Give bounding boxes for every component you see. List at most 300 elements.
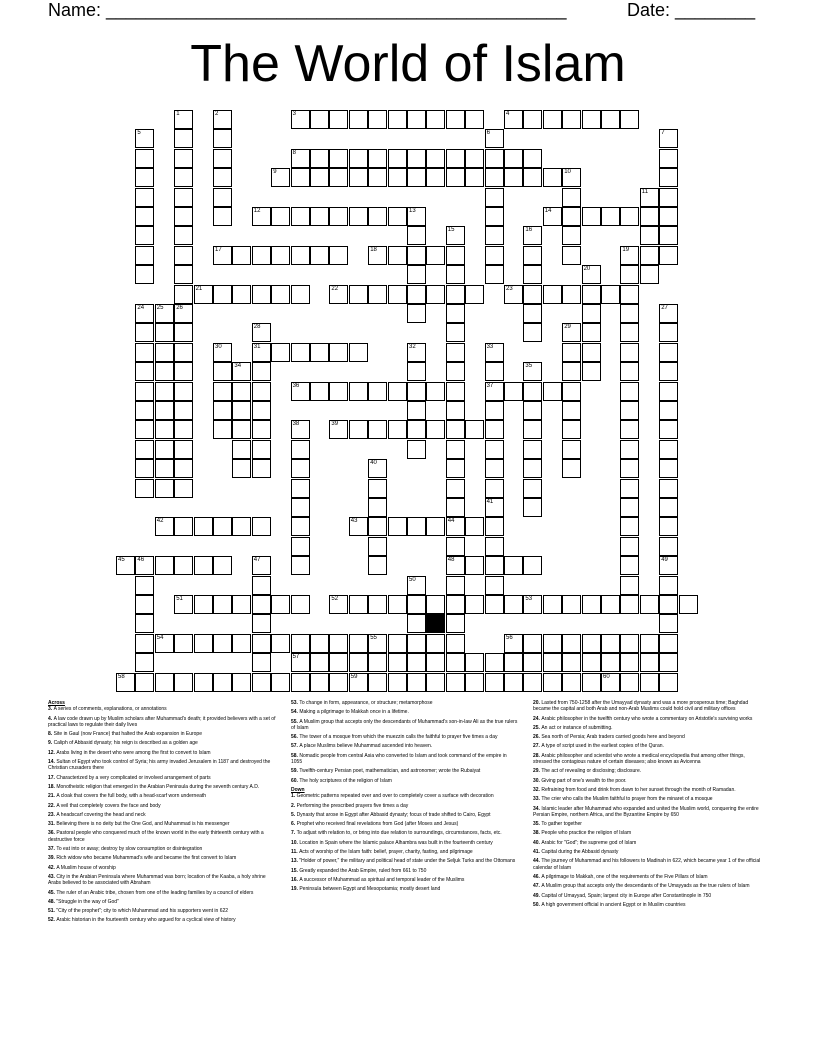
crossword-cell[interactable] [388,673,407,692]
crossword-cell[interactable] [291,498,310,517]
crossword-cell[interactable] [446,576,465,595]
crossword-cell[interactable] [368,149,387,168]
crossword-cell[interactable] [310,653,329,672]
crossword-cell[interactable] [485,207,504,226]
crossword-cell[interactable] [291,440,310,459]
crossword-cell[interactable] [368,653,387,672]
crossword-cell[interactable] [485,653,504,672]
crossword-cell[interactable] [485,401,504,420]
crossword-cell[interactable] [271,673,290,692]
crossword-cell[interactable] [174,556,193,575]
crossword-cell[interactable] [232,459,251,478]
crossword-cell[interactable] [291,246,310,265]
crossword-cell[interactable] [135,129,154,148]
crossword-cell[interactable] [407,614,426,633]
crossword-cell[interactable] [543,110,562,129]
crossword-cell[interactable] [620,479,639,498]
crossword-cell[interactable] [485,556,504,575]
crossword-cell[interactable] [174,440,193,459]
crossword-cell[interactable] [562,323,581,342]
crossword-cell[interactable] [523,634,542,653]
crossword-cell[interactable] [349,110,368,129]
crossword-cell[interactable] [135,265,154,284]
crossword-cell[interactable] [426,382,445,401]
crossword-cell[interactable] [504,149,523,168]
crossword-cell[interactable] [523,459,542,478]
crossword-cell[interactable] [465,653,484,672]
crossword-cell[interactable] [523,226,542,245]
crossword-cell[interactable] [659,517,678,536]
crossword-cell[interactable] [349,149,368,168]
crossword-cell[interactable] [504,168,523,187]
crossword-cell[interactable] [174,323,193,342]
crossword-cell[interactable] [407,673,426,692]
crossword-cell[interactable] [659,304,678,323]
crossword-cell[interactable] [582,110,601,129]
crossword-cell[interactable] [368,207,387,226]
crossword-cell[interactable] [252,517,271,536]
crossword-cell[interactable] [465,168,484,187]
crossword-cell[interactable] [252,323,271,342]
crossword-cell[interactable] [349,517,368,536]
crossword-cell[interactable] [601,595,620,614]
crossword-cell[interactable] [582,634,601,653]
crossword-cell[interactable] [446,343,465,362]
crossword-cell[interactable] [213,634,232,653]
crossword-cell[interactable] [135,420,154,439]
crossword-cell[interactable] [485,537,504,556]
crossword-cell[interactable] [465,149,484,168]
crossword-cell[interactable] [543,653,562,672]
crossword-cell[interactable] [659,382,678,401]
crossword-cell[interactable] [174,149,193,168]
crossword-cell[interactable] [310,673,329,692]
crossword-cell[interactable] [252,459,271,478]
crossword-cell[interactable] [426,246,445,265]
crossword-cell[interactable] [116,673,135,692]
crossword-cell[interactable] [620,401,639,420]
crossword-cell[interactable] [271,207,290,226]
crossword-cell[interactable] [523,673,542,692]
crossword-cell[interactable] [135,149,154,168]
crossword-cell[interactable] [504,110,523,129]
crossword-cell[interactable] [446,498,465,517]
crossword-cell[interactable] [562,634,581,653]
crossword-cell[interactable] [271,595,290,614]
crossword-cell[interactable] [174,168,193,187]
crossword-cell[interactable] [310,382,329,401]
crossword-cell[interactable] [504,382,523,401]
crossword-cell[interactable] [407,226,426,245]
crossword-cell[interactable] [407,634,426,653]
crossword-cell[interactable] [659,401,678,420]
crossword-cell[interactable] [213,556,232,575]
crossword-cell[interactable] [446,401,465,420]
crossword-cell[interactable] [194,285,213,304]
crossword-cell[interactable] [446,382,465,401]
crossword-cell[interactable] [620,634,639,653]
crossword-cell[interactable] [504,634,523,653]
crossword-cell[interactable] [155,323,174,342]
crossword-cell[interactable] [252,343,271,362]
crossword-cell[interactable] [252,285,271,304]
crossword-cell[interactable] [252,576,271,595]
crossword-cell[interactable] [446,149,465,168]
crossword-cell[interactable] [329,110,348,129]
crossword-cell[interactable] [562,343,581,362]
crossword-cell[interactable] [174,479,193,498]
crossword-cell[interactable] [135,188,154,207]
crossword-cell[interactable] [174,401,193,420]
crossword-cell[interactable] [174,207,193,226]
crossword-cell[interactable] [620,110,639,129]
crossword-cell[interactable] [388,634,407,653]
crossword-cell[interactable] [426,517,445,536]
crossword-cell[interactable] [640,246,659,265]
crossword-cell[interactable] [407,304,426,323]
crossword-cell[interactable] [679,595,698,614]
crossword-cell[interactable] [562,420,581,439]
crossword-cell[interactable] [349,285,368,304]
crossword-cell[interactable] [349,673,368,692]
crossword-cell[interactable] [504,673,523,692]
crossword-cell[interactable] [174,517,193,536]
crossword-cell[interactable] [174,246,193,265]
crossword-cell[interactable] [213,149,232,168]
crossword-cell[interactable] [368,634,387,653]
crossword-cell[interactable] [232,673,251,692]
crossword-cell[interactable] [155,362,174,381]
crossword-cell[interactable] [252,420,271,439]
crossword-cell[interactable] [523,440,542,459]
crossword-cell[interactable] [659,440,678,459]
crossword-cell[interactable] [155,517,174,536]
crossword-cell[interactable] [155,479,174,498]
crossword-cell[interactable] [543,595,562,614]
crossword-cell[interactable] [523,246,542,265]
crossword-cell[interactable] [155,634,174,653]
crossword-cell[interactable] [426,595,445,614]
crossword-cell[interactable] [659,479,678,498]
crossword-cell[interactable] [174,362,193,381]
crossword-cell[interactable] [232,401,251,420]
crossword-cell[interactable] [485,246,504,265]
crossword-cell[interactable] [485,595,504,614]
crossword-cell[interactable] [291,168,310,187]
crossword-cell[interactable] [640,265,659,284]
crossword-cell[interactable] [368,168,387,187]
crossword-cell[interactable] [388,168,407,187]
crossword-cell[interactable] [446,246,465,265]
crossword-cell[interactable] [523,149,542,168]
crossword-cell[interactable] [155,382,174,401]
crossword-cell[interactable] [523,285,542,304]
crossword-cell[interactable] [620,323,639,342]
crossword-cell[interactable] [659,226,678,245]
crossword-cell[interactable] [485,343,504,362]
crossword-cell[interactable] [271,246,290,265]
crossword-cell[interactable] [659,188,678,207]
crossword-cell[interactable] [523,653,542,672]
crossword-cell[interactable] [426,653,445,672]
crossword-cell[interactable] [329,653,348,672]
crossword-cell[interactable] [368,673,387,692]
crossword-cell[interactable] [620,382,639,401]
crossword-cell[interactable] [659,459,678,478]
crossword-cell[interactable] [485,420,504,439]
crossword-cell[interactable] [232,440,251,459]
crossword-cell[interactable] [271,285,290,304]
crossword-cell[interactable] [291,556,310,575]
crossword-cell[interactable] [446,226,465,245]
crossword-cell[interactable] [174,382,193,401]
crossword-cell[interactable] [446,323,465,342]
crossword-cell[interactable] [407,149,426,168]
crossword-cell[interactable] [620,304,639,323]
crossword-cell[interactable] [485,149,504,168]
crossword-cell[interactable] [620,673,639,692]
crossword-cell[interactable] [174,459,193,478]
crossword-cell[interactable] [620,246,639,265]
crossword-cell[interactable] [446,459,465,478]
crossword-cell[interactable] [252,595,271,614]
crossword-cell[interactable] [194,673,213,692]
crossword-cell[interactable] [446,110,465,129]
crossword-cell[interactable] [562,362,581,381]
crossword-cell[interactable] [446,479,465,498]
crossword-cell[interactable] [349,653,368,672]
crossword-cell[interactable] [252,246,271,265]
crossword-cell[interactable] [329,634,348,653]
crossword-cell[interactable] [485,168,504,187]
crossword-cell[interactable] [135,614,154,633]
crossword-cell[interactable] [232,246,251,265]
crossword-cell[interactable] [543,382,562,401]
crossword-cell[interactable] [426,285,445,304]
crossword-cell[interactable] [194,595,213,614]
crossword-cell[interactable] [620,556,639,575]
crossword-cell[interactable] [582,285,601,304]
crossword-cell[interactable] [620,362,639,381]
crossword-cell[interactable] [349,634,368,653]
crossword-cell[interactable] [174,129,193,148]
crossword-cell[interactable] [291,673,310,692]
crossword-cell[interactable] [485,265,504,284]
crossword-cell[interactable] [562,595,581,614]
crossword-cell[interactable] [310,110,329,129]
crossword-cell[interactable] [329,246,348,265]
crossword-cell[interactable] [620,653,639,672]
crossword-cell[interactable] [232,285,251,304]
crossword-cell[interactable] [407,343,426,362]
crossword-cell[interactable] [659,149,678,168]
crossword-cell[interactable] [252,653,271,672]
crossword-cell[interactable] [291,517,310,536]
crossword-cell[interactable] [446,595,465,614]
crossword-cell[interactable] [135,168,154,187]
crossword-cell[interactable] [601,653,620,672]
crossword-cell[interactable] [446,265,465,284]
crossword-cell[interactable] [213,673,232,692]
crossword-cell[interactable] [446,614,465,633]
crossword-cell[interactable] [388,517,407,536]
crossword-cell[interactable] [465,595,484,614]
crossword-cell[interactable] [252,440,271,459]
crossword-cell[interactable] [426,634,445,653]
crossword-cell[interactable] [135,207,154,226]
crossword-cell[interactable] [659,595,678,614]
crossword-cell[interactable] [523,323,542,342]
crossword-cell[interactable] [407,207,426,226]
crossword-cell[interactable] [446,653,465,672]
crossword-cell[interactable] [446,556,465,575]
crossword-cell[interactable] [562,401,581,420]
crossword-cell[interactable] [446,168,465,187]
crossword-cell[interactable] [329,420,348,439]
crossword-cell[interactable] [155,343,174,362]
crossword-cell[interactable] [368,479,387,498]
crossword-cell[interactable] [349,382,368,401]
crossword-cell[interactable] [426,149,445,168]
crossword-cell[interactable] [407,382,426,401]
crossword-cell[interactable] [174,595,193,614]
crossword-cell[interactable] [659,673,678,692]
crossword-cell[interactable] [620,537,639,556]
crossword-cell[interactable] [407,110,426,129]
crossword-cell[interactable] [465,517,484,536]
crossword-cell[interactable] [368,537,387,556]
crossword-cell[interactable] [310,634,329,653]
crossword-cell[interactable] [368,517,387,536]
crossword-cell[interactable] [271,168,290,187]
crossword-cell[interactable] [368,498,387,517]
crossword-cell[interactable] [562,188,581,207]
crossword-cell[interactable] [523,401,542,420]
crossword-cell[interactable] [213,188,232,207]
crossword-cell[interactable] [640,207,659,226]
crossword-cell[interactable] [349,595,368,614]
crossword-cell[interactable] [155,440,174,459]
crossword-cell[interactable] [213,285,232,304]
crossword-cell[interactable] [407,362,426,381]
crossword-cell[interactable] [407,440,426,459]
crossword-cell[interactable] [310,168,329,187]
crossword-cell[interactable] [582,265,601,284]
crossword-cell[interactable] [601,285,620,304]
crossword-cell[interactable] [174,226,193,245]
crossword-cell[interactable] [485,517,504,536]
crossword-cell[interactable] [232,595,251,614]
crossword-cell[interactable] [291,479,310,498]
crossword-cell[interactable] [329,343,348,362]
crossword-cell[interactable] [659,207,678,226]
crossword-cell[interactable] [582,343,601,362]
crossword-cell[interactable] [388,595,407,614]
crossword-cell[interactable] [407,401,426,420]
crossword-cell[interactable] [135,576,154,595]
crossword-cell[interactable] [523,304,542,323]
crossword-cell[interactable] [659,420,678,439]
crossword-cell[interactable] [582,304,601,323]
crossword-cell[interactable] [562,168,581,187]
crossword-cell[interactable] [174,634,193,653]
crossword-cell[interactable] [135,226,154,245]
crossword-cell[interactable] [213,343,232,362]
crossword-cell[interactable] [310,343,329,362]
crossword-cell[interactable] [620,285,639,304]
crossword-cell[interactable] [252,382,271,401]
crossword-cell[interactable] [155,459,174,478]
crossword-cell[interactable] [620,459,639,478]
crossword-cell[interactable] [582,323,601,342]
crossword-cell[interactable] [601,673,620,692]
crossword-cell[interactable] [640,653,659,672]
crossword-cell[interactable] [601,634,620,653]
crossword-cell[interactable] [388,420,407,439]
crossword-cell[interactable] [174,265,193,284]
crossword-cell[interactable] [174,673,193,692]
crossword-cell[interactable] [562,673,581,692]
crossword-cell[interactable] [543,285,562,304]
crossword-cell[interactable] [446,420,465,439]
crossword-cell[interactable] [368,459,387,478]
crossword-cell[interactable] [485,576,504,595]
crossword-cell[interactable] [252,207,271,226]
crossword-cell[interactable] [329,673,348,692]
crossword-cell[interactable] [174,304,193,323]
crossword-cell[interactable] [368,285,387,304]
crossword-cell[interactable] [446,440,465,459]
crossword-cell[interactable] [523,382,542,401]
crossword-cell[interactable] [659,556,678,575]
crossword-cell[interactable] [155,420,174,439]
crossword-cell[interactable] [523,168,542,187]
crossword-cell[interactable] [659,323,678,342]
crossword-cell[interactable] [135,595,154,614]
crossword-cell[interactable] [582,653,601,672]
crossword-cell[interactable] [485,498,504,517]
crossword-cell[interactable] [135,556,154,575]
crossword-cell[interactable] [388,110,407,129]
crossword-cell[interactable] [174,343,193,362]
crossword-cell[interactable] [659,246,678,265]
crossword-cell[interactable] [155,673,174,692]
crossword-cell[interactable] [543,207,562,226]
crossword-cell[interactable] [213,129,232,148]
crossword-cell[interactable] [620,420,639,439]
crossword-cell[interactable] [252,556,271,575]
crossword-cell[interactable] [232,634,251,653]
crossword-cell[interactable] [562,459,581,478]
crossword-cell[interactable] [504,653,523,672]
crossword-cell[interactable] [155,304,174,323]
crossword-cell[interactable] [291,420,310,439]
crossword-cell[interactable] [135,362,154,381]
crossword-cell[interactable] [252,673,271,692]
crossword-cell[interactable] [485,673,504,692]
crossword-cell[interactable] [213,595,232,614]
crossword-cell[interactable] [620,576,639,595]
crossword-cell[interactable] [213,207,232,226]
crossword-cell[interactable] [135,459,154,478]
crossword-cell[interactable] [252,401,271,420]
crossword-cell[interactable] [349,207,368,226]
crossword-cell[interactable] [562,285,581,304]
crossword-cell[interactable] [155,556,174,575]
crossword-cell[interactable] [407,576,426,595]
crossword-cell[interactable] [485,129,504,148]
crossword-cell[interactable] [485,382,504,401]
